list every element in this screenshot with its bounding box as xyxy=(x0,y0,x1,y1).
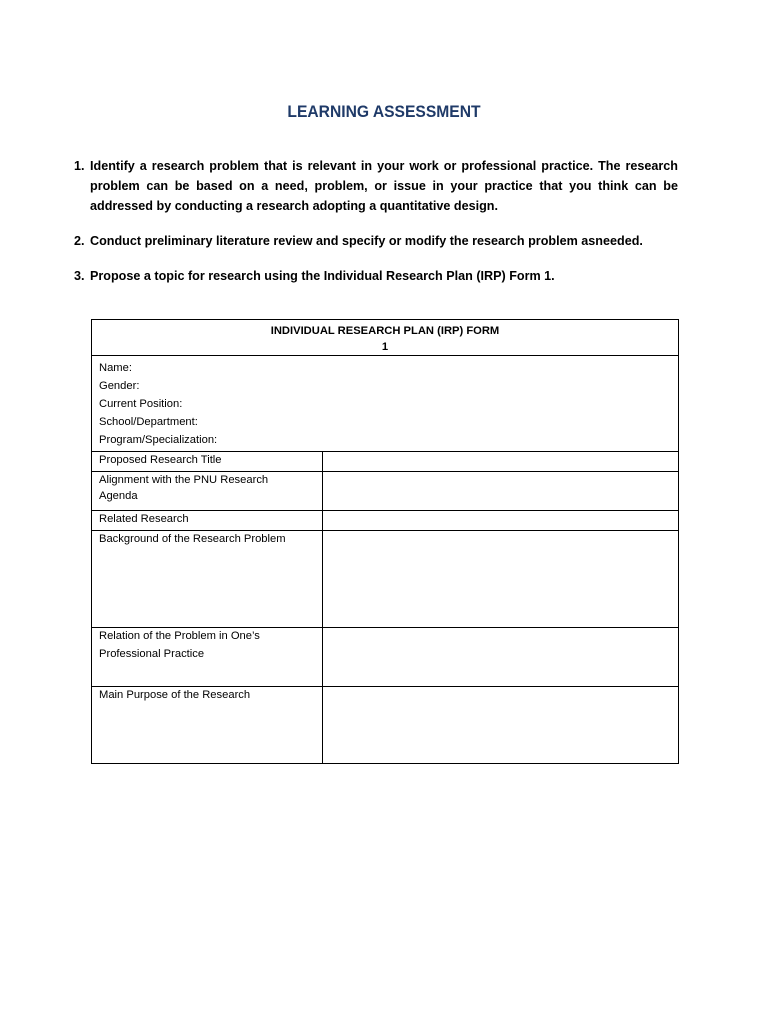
list-item-text: Identify a research problem that is relevant in your work or professional practice. The research problem can be based on a need, problem, or issue in your practice that you think can be addressed by conducting a research adopting a quantitative design. xyxy=(90,159,678,213)
list-item xyxy=(74,231,678,251)
alignment-label xyxy=(92,472,323,511)
personal-info-cell[interactable] xyxy=(92,356,679,452)
alignment-input[interactable] xyxy=(323,472,679,511)
table-row xyxy=(92,452,679,472)
background-label: Background of the Research Problem xyxy=(92,531,323,628)
form-header-title: INDIVIDUAL RESEARCH PLAN (IRP) FORM xyxy=(270,325,500,337)
alignment-label-line1: Alignment with the PNU Research xyxy=(99,474,269,486)
relation-label-line1: Relation of the Problem in One’s xyxy=(99,630,260,642)
list-item xyxy=(74,156,678,216)
list-item-number: 3. xyxy=(74,269,85,283)
list-item-text: Conduct preliminary literature review and specify or modify the research problem asneeded. xyxy=(90,234,643,248)
relation-label-line2: Professional Practice xyxy=(99,647,205,660)
name-field-label: Name: xyxy=(99,362,132,374)
table-row xyxy=(92,531,679,628)
gender-field-label: Gender: xyxy=(99,380,140,392)
list-item-text: Propose a topic for research using the Individual Research Plan (IRP) Form 1. xyxy=(90,269,555,283)
proposed-title-label: Proposed Research Title xyxy=(92,452,323,472)
list-item-number: 2. xyxy=(74,234,85,248)
irp-form-table xyxy=(91,319,679,764)
table-row xyxy=(92,472,679,511)
list-item-number: 1. xyxy=(74,159,85,173)
program-specialization-field-label: Program/Specialization: xyxy=(99,434,218,446)
current-position-field-label: Current Position: xyxy=(99,398,183,410)
related-research-label: Related Research xyxy=(92,511,323,531)
relation-label xyxy=(92,628,323,687)
proposed-title-input[interactable] xyxy=(323,452,679,472)
table-row xyxy=(92,511,679,531)
instruction-list xyxy=(74,156,678,286)
related-research-input[interactable] xyxy=(323,511,679,531)
alignment-label-line2: Agenda xyxy=(99,490,138,502)
form-header xyxy=(92,320,679,356)
table-row xyxy=(92,628,679,687)
list-item xyxy=(74,266,678,286)
background-input[interactable] xyxy=(323,531,679,628)
relation-input[interactable] xyxy=(323,628,679,687)
school-department-field-label: School/Department: xyxy=(99,416,198,428)
form-header-number: 1 xyxy=(381,341,389,353)
main-purpose-input[interactable] xyxy=(323,687,679,764)
table-row xyxy=(92,687,679,764)
main-purpose-label: Main Purpose of the Research xyxy=(92,687,323,764)
page-title: LEARNING ASSESSMENT xyxy=(287,102,481,121)
